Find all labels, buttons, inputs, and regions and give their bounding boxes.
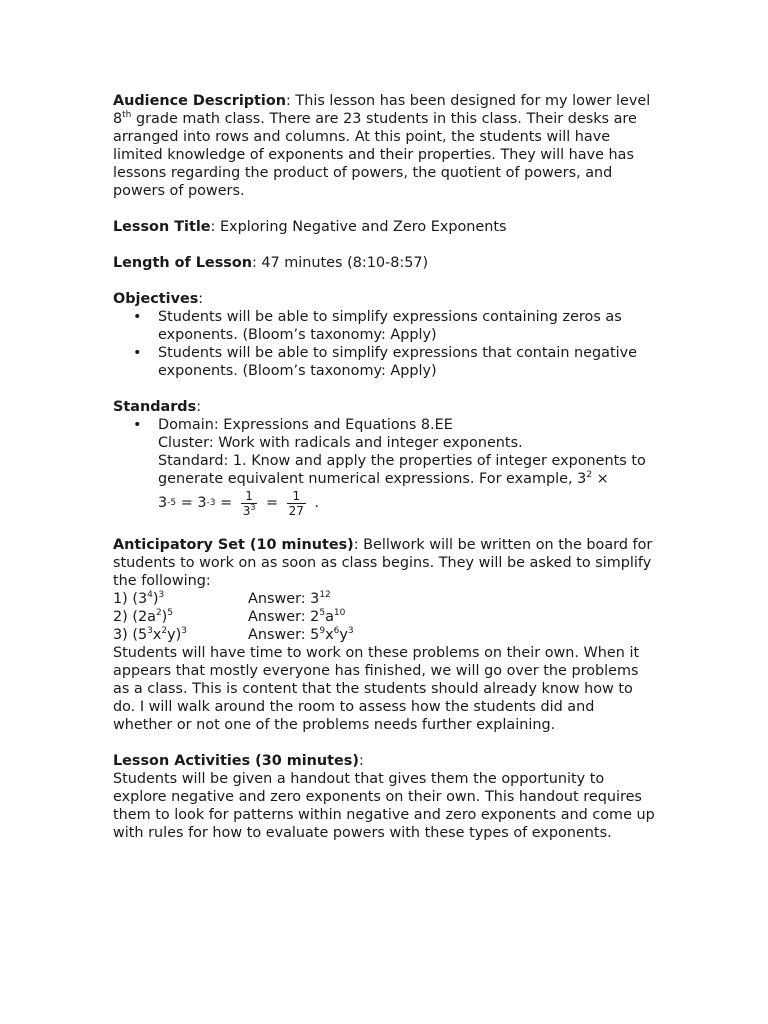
bellwork-answer: Answer: $2^5a^{10}$ xyxy=(248,608,346,625)
bellwork-problem: 2) $(2a^2)^5$ Answer: $2^5a^{10}$ xyxy=(113,608,346,625)
bellwork-problem: 3) $(5^3x^2y)^3$ Answer: $5^9x^6y^3$ xyxy=(113,626,354,643)
lesson-plan-page xyxy=(113,92,658,860)
lesson-activities-label: Lesson Activities (30 minutes) xyxy=(113,753,359,769)
standards-domain: • Domain: Expressions and Equations 8.EE xyxy=(158,417,453,433)
lesson-title: Lesson Title: Exploring Negative and Zero Exponents xyxy=(113,219,507,235)
standards-cluster: Cluster: Work with radicals and integer exponents. xyxy=(158,435,523,451)
bellwork-answer: Answer: $5^9x^6y^3$ xyxy=(248,626,354,643)
objective-item: • Students will be able to simplify expressions that contain negative exponents. (Bloom’s taxonomy: Apply) xyxy=(158,344,658,380)
standards-section: Standards: • Domain: Expressions and Equations 8.EE Cluster: Work with radicals and integer exponents. Standard: 1. Know and apply the properties of integer exponents to generate equivalent numerical expressions. For example, $3^2$ × 3 -5 = 3 -3 = $\frac{1}{3^3}$ = $\frac{1}{27}$ . xyxy=(113,398,658,518)
audience-label: Audience Description xyxy=(113,93,286,109)
anticipatory-set-label: Anticipatory Set (10 minutes) xyxy=(113,537,354,553)
objectives-list xyxy=(113,308,658,380)
lesson-title-label: Lesson Title xyxy=(113,219,211,235)
lesson-activities-body: Students will be given a handout that gives them the opportunity to explore negative and zero exponents on their own. This handout requires them to look for patterns within negative and zero exponents and come up with rules for how to evaluate powers with these types of exponents. xyxy=(113,771,655,841)
lesson-activities-section: Lesson Activities (30 minutes): Students will be given a handout that gives them the opportunity to explore negative and zero exponents on their own. This handout requires them to look for patterns within negative and zero exponents and come up with rules for how to evaluate powers with these types of exponents. xyxy=(113,752,658,842)
bellwork-answer: Answer: $3^{12}$ xyxy=(248,590,331,607)
lesson-length-label: Length of Lesson xyxy=(113,255,252,271)
lesson-length: Length of Lesson: 47 minutes (8:10-8:57) xyxy=(113,255,429,271)
anticipatory-set-section: Anticipatory Set (10 minutes): Bellwork will be written on the board for students to work on as soon as class begins. They will be asked to simplify the following: 1) $(3^4)^3$ Answer: $3^{12}$ 2) $(2a^2)^5$ Answer: $2^5a^{10}$ 3) $(5^3x^2y)^3$ Answer: $5^9x^6y^3$ Students will have time to work on these problems on their own. When it appears that mostly everyone has finished, we will go over the problems as a class. This is content that the students should already know how to do. I will walk around the room to assess how the students did and whether or not one of the problems needs further explaining. xyxy=(113,536,658,734)
objectives-section: Objectives: • Students will be able to simplify expressions containing zeros as exponents. (Bloom’s taxonomy: Apply) • Students will be able to simplify expressions that contain negative exponents. (Bloom’s taxonomy: Apply) xyxy=(113,290,658,380)
fraction-one-over-twenty-seven: $\frac{1}{27}$ xyxy=(288,488,304,518)
example-equation: 3 -5 = 3 -3 = $\frac{1}{3^3}$ = $\frac{1}{27}$ . xyxy=(158,488,320,518)
standards-item xyxy=(158,416,658,518)
bellwork-problem: 1) $(3^4)^3$ Answer: $3^{12}$ xyxy=(113,590,331,607)
standards-list xyxy=(113,416,658,518)
fraction-one-over-three-cubed: $\frac{1}{3^3}$ xyxy=(242,488,256,518)
standards-label: Standards xyxy=(113,399,197,415)
anticipatory-set-body: Students will have time to work on these problems on their own. When it appears that mostly everyone has finished, we will go over the problems as a class. This is content that the students should already know how to do. I will walk around the room to assess how the students did and whether or not one of the problems needs further explaining. xyxy=(113,645,640,733)
objectives-label: Objectives xyxy=(113,291,199,307)
audience-description: Audience Description: This lesson has been designed for my lower level 8th grade math class. There are 23 students in this class. Their desks are arranged into rows and columns. At this point, the students will have limited knowledge of exponents and their properties. They will have has lessons regarding the product of powers, the quotient of powers, and powers of powers. xyxy=(113,93,651,199)
standards-standard: Standard: 1. Know and apply the properties of integer exponents to generate equivalent numerical expressions. For example, $3^2$ × xyxy=(158,453,646,487)
objective-item: • Students will be able to simplify expressions containing zeros as exponents. (Bloom’s taxonomy: Apply) xyxy=(158,308,658,344)
